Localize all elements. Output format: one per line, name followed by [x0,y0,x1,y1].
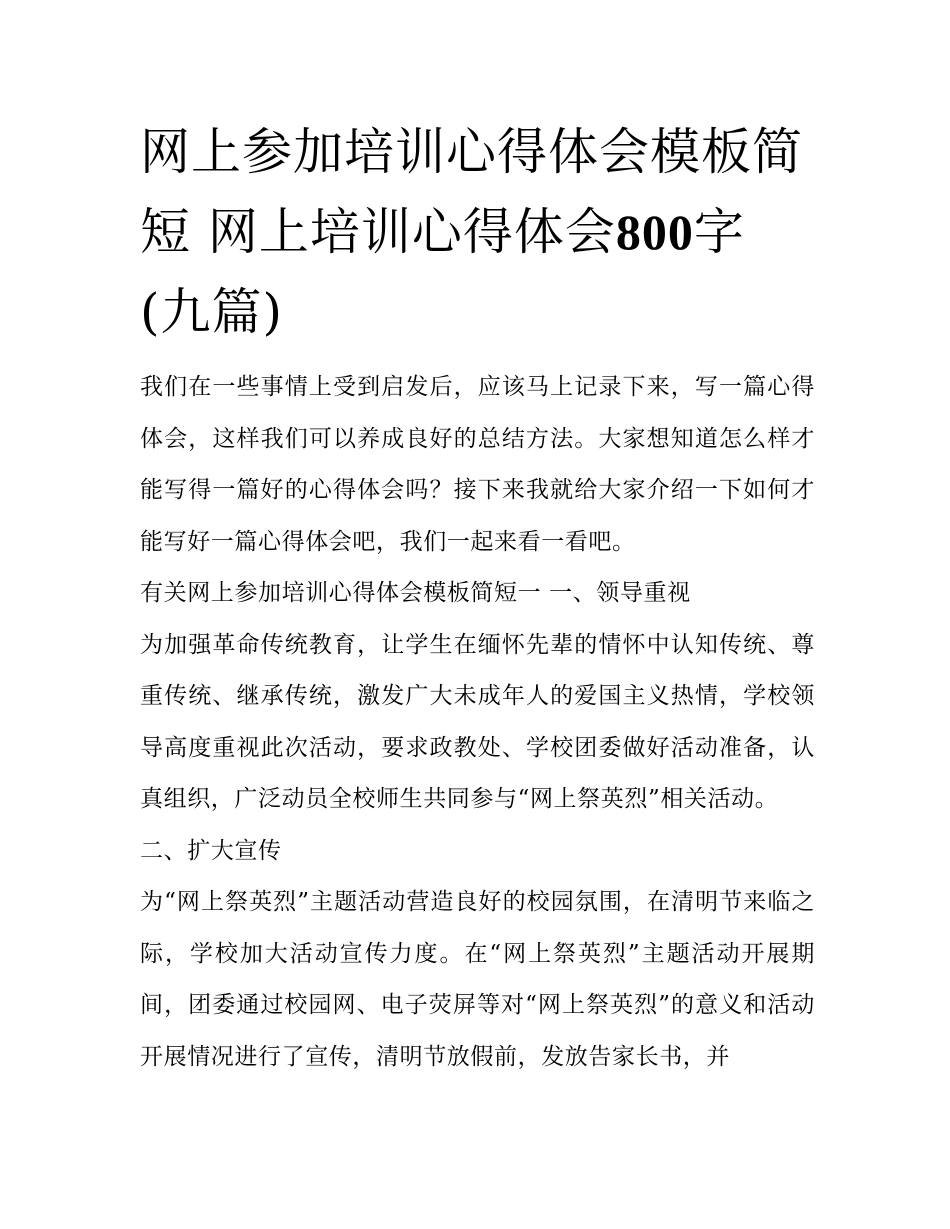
title-line-2: 短 网上培训心得体会800字 [140,203,745,261]
section-heading-publicity: 二、扩大宣传 [140,837,282,864]
intro-paragraph: 我们在一些事情上受到启发后，应该马上记录下来，写一篇心得体会，这样我们可以养成良好的总结方法。大家想知道怎么样才能写得一篇好的心得体会吗？接下来我就给大家介绍一下如何才能写好一篇心得体会吧，我们一起来看一看吧。 [140,374,815,555]
document-page [140,112,815,1083]
title-number: 800 [615,204,694,260]
document-body [140,362,815,1083]
section-heading-leadership: 有关网上参加培训心得体会模板简短一 一、领导重视 [140,580,691,606]
title-line-1: 网上参加培训心得体会模板简 [140,123,803,181]
leadership-paragraph: 为加强革命传统教育，让学生在缅怀先辈的情怀中认知传统、尊重传统、继承传统，激发广大未成年人的爱国主义热情，学校领导高度重视此次活动，要求政教处、学校团委做好活动准备，认真组织，广泛动员全校师生共同参与“网上祭英烈”相关活动。 [140,631,815,812]
document-title [140,112,815,352]
title-line-3: (九篇) [140,283,284,341]
publicity-paragraph: 为“网上祭英烈”主题活动营造良好的校园氛围，在清明节来临之际，学校加大活动宣传力度。在“网上祭英烈”主题活动开展期间，团委通过校园网、电子荧屏等对“网上祭英烈”的意义和活动开展情况进行了宣传，清明节放假前，发放告家长书，并 [140,889,815,1070]
